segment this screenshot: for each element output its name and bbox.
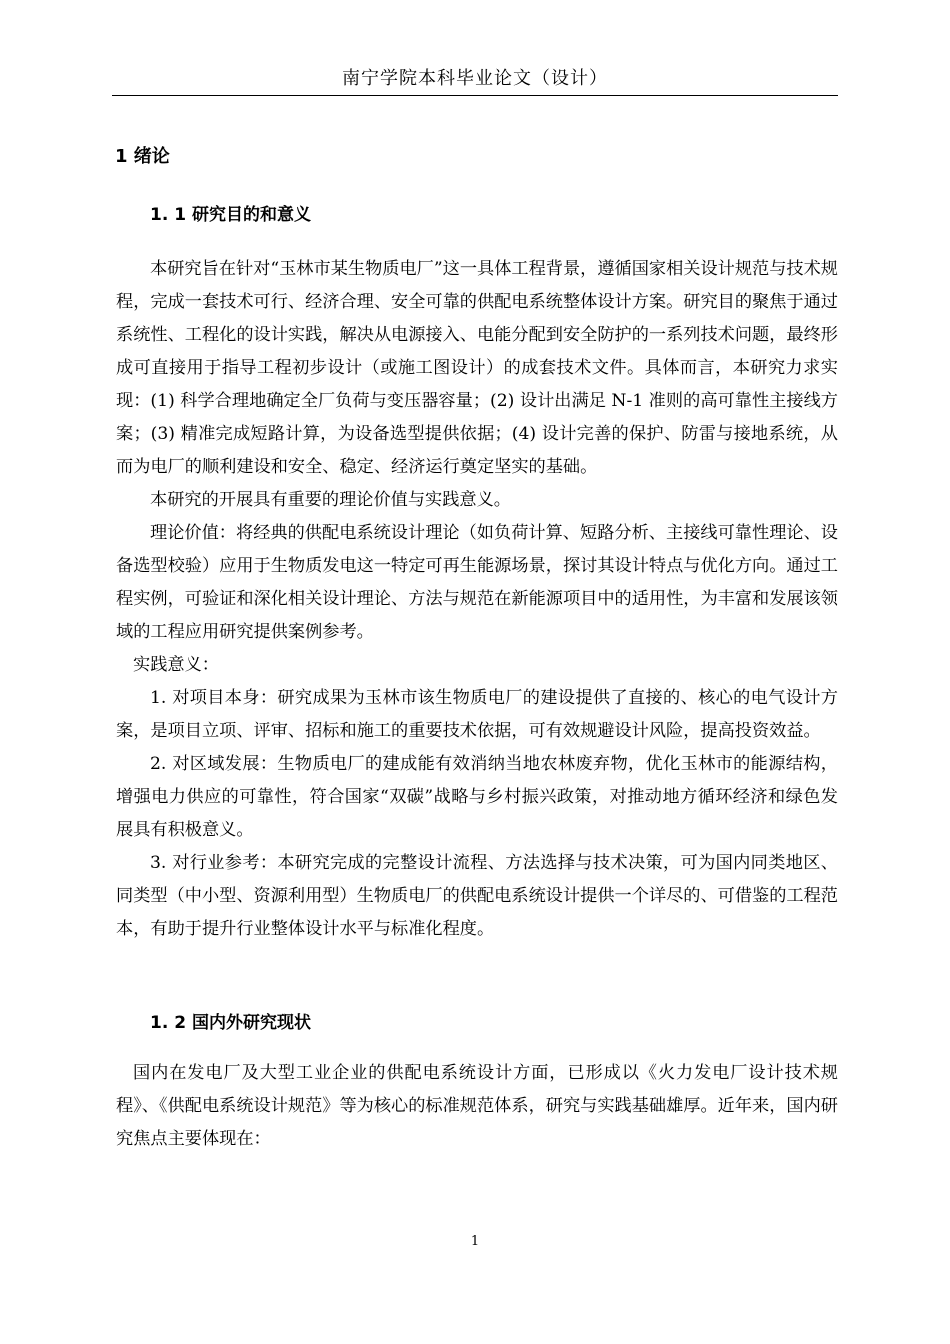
header-divider (112, 95, 838, 96)
section-heading-1-2: 1. 2 国内外研究现状 (150, 1013, 311, 1033)
paragraph-domestic-research: 国内在发电厂及大型工业企业的供配电系统设计方面，已形成以《火力发电厂设计技术规程》、《供配电系统设计规范》等为核心的标准规范体系，研究与实践基础雄厚。近年来，国内研究焦点主要体现在： (116, 1063, 838, 1149)
chapter-heading: 1 绪论 (115, 146, 170, 167)
paragraph-purpose: 本研究旨在针对“玉林市某生物质电厂”这一具体工程背景，遵循国家相关设计规范与技术规程，完成一套技术可行、经济合理、安全可靠的供配电系统整体设计方案。研究目的聚焦于通过系统性、工程化的设计实践，解决从电源接入、电能分配到安全防护的一系列技术问题，最终形成可直接用于指导工程初步设计（或施工图设计）的成套技术文件。具体而言，本研究力求实现：(1) 科学合理地确定全厂负荷与变压器容量；(2) 设计出满足 N-1 准则的高可靠性主接线方案；(3) 精准完成短路计算，为设备选型提供依据；(4) 设计完善的保护、防雷与接地系统，从而为电厂的顺利建设和安全、稳定、经济运行奠定坚实的基础。 (116, 259, 838, 477)
list-item-project: 1. 对项目本身：研究成果为玉林市该生物质电厂的建设提供了直接的、核心的电气设计方案，是项目立项、评审、招标和施工的重要技术依据，可有效规避设计风险，提高投资效益。 (116, 688, 838, 741)
section-heading-1-1: 1. 1 研究目的和意义 (150, 205, 311, 225)
page-number: 1 (470, 1234, 480, 1249)
paragraph-theoretical-value: 理论价值：将经典的供配电系统设计理论（如负荷计算、短路分析、主接线可靠性理论、设备选型校验）应用于生物质发电这一特定可再生能源场景，探讨其设计特点与优化方向。通过工程实例，可验证和深化相关设计理论、方法与规范在新能源项目中的适用性，为丰富和发展该领域的工程应用研究提供案例参考。 (116, 523, 838, 642)
section-1-1-body (116, 253, 838, 946)
list-item-region: 2. 对区域发展：生物质电厂的建成能有效消纳当地农林废弃物，优化玉林市的能源结构，增强电力供应的可靠性，符合国家“双碳”战略与乡村振兴政策，对推动地方循环经济和绿色发展具有积极意义。 (116, 754, 838, 840)
paragraph-practical-heading: 实践意义： (133, 655, 219, 675)
list-item-industry: 3. 对行业参考：本研究完成的完整设计流程、方法选择与技术决策，可为国内同类地区、同类型（中小型、资源利用型）生物质电厂的供配电系统设计提供一个详尽的、可借鉴的工程范本，有助于提升行业整体设计水平与标准化程度。 (116, 853, 838, 939)
page-header-title: 南宁学院本科毕业论文（设计） (342, 68, 608, 89)
section-1-2-body (116, 1057, 838, 1156)
paragraph-significance-intro: 本研究的开展具有重要的理论价值与实践意义。 (150, 490, 511, 510)
